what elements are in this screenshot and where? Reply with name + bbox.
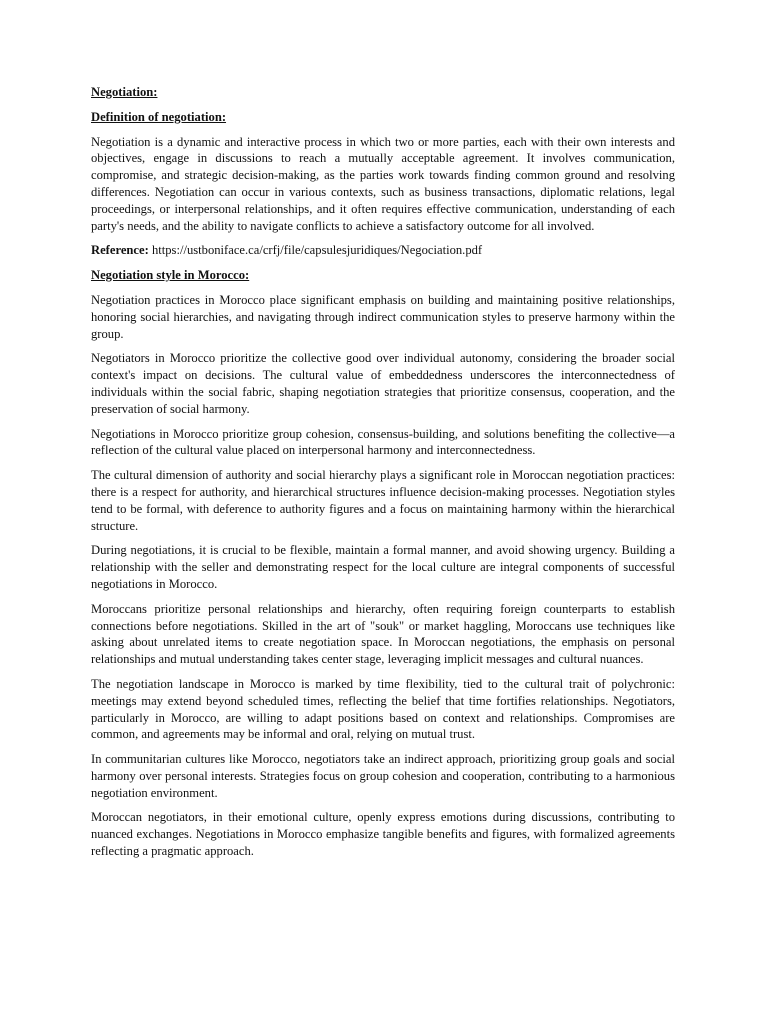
style-paragraph-4: The cultural dimension of authority and social hierarchy plays a significant role in Moroccan negotiation practices: there is a respect for authority, and hierarchical structures influence decision-making processes. Negotiation styles tend to be formal, with deference to authority figures and a focus on maintaining harmony within the hierarchical structure. bbox=[91, 468, 675, 533]
definition-paragraph: Negotiation is a dynamic and interactive process in which two or more parties, each with their own interests and objectives, engage in discussions to reach a mutually acceptable agreement. It involves communication, compromise, and strategic decision-making, as the parties work towards finding common ground and resolving differences. Negotiation can occur in various contexts, such as business transactions, diplomatic relations, legal proceedings, or interpersonal relationships, and it often requires effective communication, understanding of each party's needs, and the ability to navigate conflicts to achieve a satisfactory outcome for all involved. bbox=[91, 134, 675, 233]
document-title: Negotiation: bbox=[91, 85, 158, 99]
reference-label: Reference: bbox=[91, 243, 149, 258]
style-paragraph-7: The negotiation landscape in Morocco is marked by time flexibility, tied to the cultural trait of polychronic: meetings may extend beyond scheduled times, reflecting the belief that time fortifies relationships. Negotiators, particularly in Morocco, are willing to adapt positions based on context and relationships. Compromises are common, and agreements may be informal and oral, relying on mutual trust. bbox=[91, 676, 675, 742]
definition-heading: Definition of negotiation: bbox=[91, 109, 227, 124]
document-page bbox=[91, 84, 675, 868]
style-paragraph-5: During negotiations, it is crucial to be flexible, maintain a formal manner, and avoid showing urgency. Building a relationship with the seller and demonstrating respect for the local culture are integral components of successful negotiations in Morocco. bbox=[91, 543, 675, 591]
reference-line bbox=[91, 242, 675, 259]
reference-url: https://ustboniface.ca/crfj/file/capsulesjuridiques/Negociation.pdf bbox=[151, 243, 483, 258]
style-paragraph-8: In communitarian cultures like Morocco, negotiators take an indirect approach, prioritizing group goals and social harmony over personal interests. Strategies focus on group cohesion and cooperation, contributing to a harmonious negotiation environment. bbox=[91, 752, 675, 800]
style-paragraph-1: Negotiation practices in Morocco place significant emphasis on building and maintaining positive relationships, honoring social hierarchies, and navigating through indirect communication styles to preserve harmony within the group. bbox=[91, 292, 675, 341]
style-paragraph-2: Negotiators in Morocco prioritize the collective good over individual autonomy, considering the broader social context's impact on decisions. The cultural value of embeddedness underscores the interconnectedness of individuals within the social fabric, shaping negotiation strategies that prioritize consensus, cooperation, and the preservation of social harmony. bbox=[91, 351, 675, 416]
style-paragraph-9: Moroccan negotiators, in their emotional culture, openly express emotions during discussions, contributing to nuanced exchanges. Negotiations in Morocco emphasize tangible benefits and figures, with formalized agreements reflecting a pragmatic approach. bbox=[91, 810, 675, 859]
style-paragraph-3: Negotiations in Morocco prioritize group cohesion, consensus-building, and solutions benefiting the collective—a reflection of the cultural value placed on interpersonal harmony and interconnectedness. bbox=[91, 426, 675, 458]
style-paragraph-6: Moroccans prioritize personal relationships and hierarchy, often requiring foreign counterparts to establish connections before negotiations. Skilled in the art of "souk" or market haggling, Moroccans use techniques like asking about unrelated items to create negotiation space. In Moroccan negotiations, the emphasis on personal relationships and mutual understanding takes center stage, leveraging implicit messages and cultural nuances. bbox=[91, 601, 675, 667]
style-heading: Negotiation style in Morocco: bbox=[91, 268, 250, 283]
